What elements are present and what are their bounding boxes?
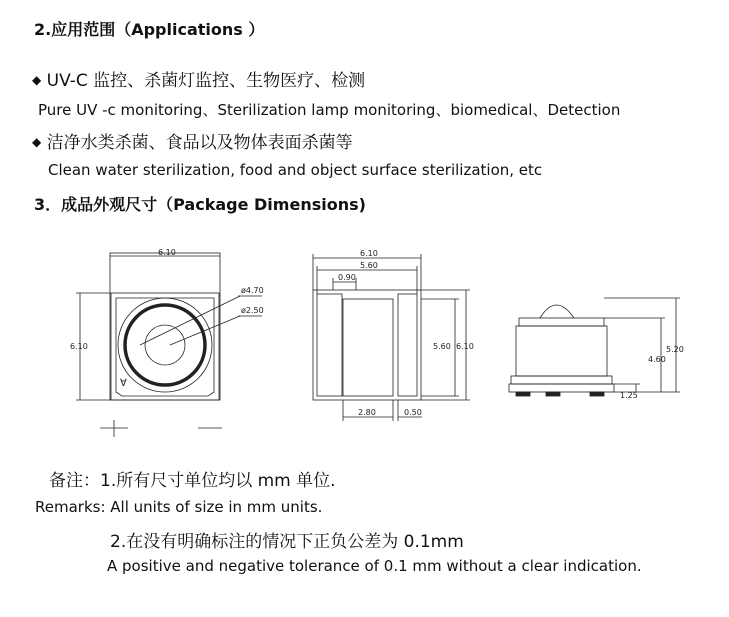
lens-dome <box>540 305 574 318</box>
application-item-1-en: Pure UV -c monitoring、Sterilization lamp monitoring、biomedical、Detection <box>38 101 621 119</box>
outer-diameter-label: ø4.70 <box>241 286 264 295</box>
front-height-label-1: 5.20 <box>666 345 684 354</box>
orientation-mark: ∀ <box>120 378 127 389</box>
side-bottom-label-2: 0.50 <box>404 408 422 417</box>
application-item-1-cn: UV-C 监控、杀菌灯监控、生物医疗、检测 <box>46 71 366 91</box>
front-height-label-2: 4.60 <box>648 355 666 364</box>
application-item-2-en: Clean water sterilization, food and object surface sterilization, etc <box>48 161 543 179</box>
side-bottom-label-1: 2.80 <box>358 408 376 417</box>
application-item-2-cn: 洁净水类杀菌、食品以及物体表面杀菌等 <box>46 133 353 153</box>
applications-heading: 2.应用范围（Applications ） <box>34 20 265 39</box>
lens-inner-circle <box>145 325 185 365</box>
inner-diameter-label: ø2.50 <box>241 306 264 315</box>
side-width-label-1: 6.10 <box>360 249 378 258</box>
lens-outer-circle <box>118 298 212 392</box>
side-width-label-3: 0.90 <box>338 273 356 282</box>
top-height-label: 6.10 <box>70 342 88 351</box>
front-view-base <box>511 376 612 384</box>
front-view-body <box>516 326 607 376</box>
remark-line-1-cn: 备注：1.所有尺寸单位均以 mm 单位. <box>49 471 336 491</box>
front-view-leads <box>509 384 614 392</box>
top-width-label: 6.10 <box>158 248 176 257</box>
diamond-bullet-icon: ◆ <box>32 73 42 87</box>
remark-line-2-en: A positive and negative tolerance of 0.1 mm without a clear indication. <box>107 557 642 575</box>
front-height-label-3: 1.25 <box>620 391 638 400</box>
remark-line-1-en: Remarks: All units of size in mm units. <box>35 498 323 516</box>
side-view-left-pad <box>317 294 342 396</box>
side-view-body <box>313 290 421 400</box>
outer-diameter-leader <box>140 296 240 345</box>
front-view-top <box>519 318 604 326</box>
side-view-center <box>343 299 393 396</box>
lens-ring <box>125 305 205 385</box>
side-height-label-1: 5.60 <box>433 342 451 351</box>
remark-line-2-cn: 2.在没有明确标注的情况下正负公差为 0.1mm <box>110 532 464 552</box>
diamond-bullet-icon: ◆ <box>32 135 42 149</box>
side-view-right-pad <box>398 294 417 396</box>
dimensions-heading: 3．成品外观尺寸（Package Dimensions) <box>34 195 366 214</box>
side-height-label-2: 6.10 <box>456 342 474 351</box>
side-width-label-2: 5.60 <box>360 261 378 270</box>
